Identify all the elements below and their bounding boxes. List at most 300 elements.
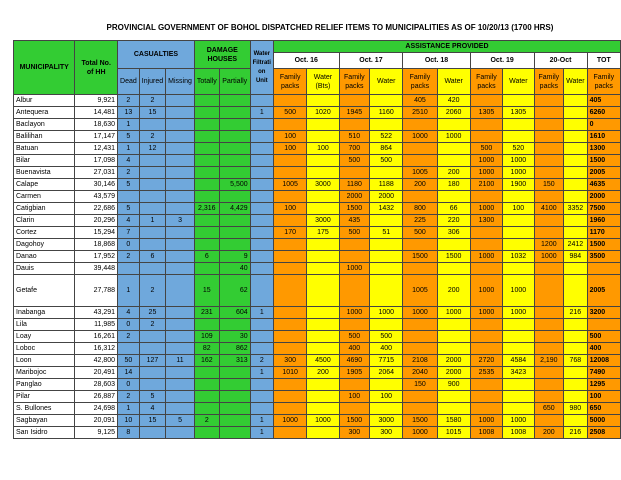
cell-w17[interactable]: 1432 (370, 203, 403, 215)
cell-w18[interactable] (437, 263, 470, 275)
cell-f16[interactable] (273, 275, 306, 307)
cell-f18[interactable]: 200 (403, 179, 437, 191)
cell-m[interactable]: Buenavista (14, 167, 75, 179)
cell-d[interactable]: 2 (118, 167, 140, 179)
cell-t[interactable]: 82 (194, 343, 219, 355)
cell-f17[interactable]: 1945 (339, 107, 370, 119)
cell-f18[interactable] (403, 239, 437, 251)
cell-i[interactable] (139, 203, 165, 215)
cell-wf[interactable]: 1 (250, 415, 273, 427)
cell-w17[interactable]: 500 (370, 155, 403, 167)
cell-w18[interactable]: 200 (437, 275, 470, 307)
cell-f18[interactable] (403, 155, 437, 167)
cell-wf[interactable] (250, 119, 273, 131)
cell-p[interactable] (219, 227, 250, 239)
cell-wf[interactable] (250, 191, 273, 203)
cell-w19[interactable] (503, 263, 534, 275)
cell-mi[interactable] (166, 391, 195, 403)
cell-w20[interactable] (564, 215, 587, 227)
cell-i[interactable] (139, 119, 165, 131)
cell-f20[interactable] (534, 143, 564, 155)
cell-i[interactable]: 5 (139, 391, 165, 403)
cell-tot[interactable]: 2005 (587, 167, 620, 179)
cell-d[interactable]: 14 (118, 367, 140, 379)
cell-t[interactable] (194, 403, 219, 415)
cell-hh[interactable]: 9,921 (75, 95, 118, 107)
cell-w19[interactable]: 1000 (503, 415, 534, 427)
cell-wf[interactable]: 1 (250, 107, 273, 119)
cell-w17[interactable]: 864 (370, 143, 403, 155)
cell-w18[interactable]: 420 (437, 95, 470, 107)
cell-f19[interactable]: 1000 (470, 203, 502, 215)
cell-f19[interactable] (470, 263, 502, 275)
cell-w20[interactable] (564, 263, 587, 275)
cell-f18[interactable] (403, 331, 437, 343)
cell-w18[interactable] (437, 143, 470, 155)
cell-w16[interactable]: 3000 (307, 215, 339, 227)
cell-f16[interactable] (273, 167, 306, 179)
cell-tot[interactable]: 500 (587, 331, 620, 343)
cell-w17[interactable] (370, 167, 403, 179)
cell-w19[interactable]: 1000 (503, 167, 534, 179)
cell-tot[interactable]: 7490 (587, 367, 620, 379)
cell-f20[interactable]: 650 (534, 403, 564, 415)
cell-f18[interactable]: 2510 (403, 107, 437, 119)
cell-f16[interactable]: 300 (273, 355, 306, 367)
cell-w16[interactable] (307, 167, 339, 179)
cell-t[interactable]: 109 (194, 331, 219, 343)
cell-f16[interactable] (273, 391, 306, 403)
cell-w20[interactable] (564, 415, 587, 427)
cell-m[interactable]: Danao (14, 251, 75, 263)
cell-w16[interactable] (307, 155, 339, 167)
cell-w16[interactable] (307, 343, 339, 355)
cell-f18[interactable]: 1500 (403, 251, 437, 263)
cell-tot[interactable]: 3500 (587, 251, 620, 263)
cell-f16[interactable]: 100 (273, 131, 306, 143)
cell-d[interactable]: 13 (118, 107, 140, 119)
cell-d[interactable]: 2 (118, 95, 140, 107)
cell-f18[interactable] (403, 343, 437, 355)
cell-d[interactable]: 10 (118, 415, 140, 427)
cell-f18[interactable] (403, 403, 437, 415)
cell-p[interactable] (219, 427, 250, 439)
cell-d[interactable]: 1 (118, 119, 140, 131)
cell-i[interactable] (139, 239, 165, 251)
cell-d[interactable]: 0 (118, 319, 140, 331)
cell-f18[interactable]: 1000 (403, 307, 437, 319)
cell-f19[interactable] (470, 191, 502, 203)
cell-f18[interactable] (403, 119, 437, 131)
cell-f20[interactable] (534, 415, 564, 427)
cell-i[interactable] (139, 179, 165, 191)
cell-d[interactable] (118, 343, 140, 355)
cell-wf[interactable] (250, 179, 273, 191)
cell-f20[interactable]: 1200 (534, 239, 564, 251)
cell-i[interactable]: 2 (139, 131, 165, 143)
cell-hh[interactable]: 18,630 (75, 119, 118, 131)
cell-hh[interactable]: 43,579 (75, 191, 118, 203)
cell-f17[interactable] (339, 275, 370, 307)
cell-m[interactable]: Calape (14, 179, 75, 191)
cell-hh[interactable]: 43,291 (75, 307, 118, 319)
cell-f20[interactable] (534, 155, 564, 167)
cell-w19[interactable]: 1900 (503, 179, 534, 191)
cell-w17[interactable]: 51 (370, 227, 403, 239)
cell-w17[interactable]: 500 (370, 331, 403, 343)
cell-w16[interactable] (307, 275, 339, 307)
cell-hh[interactable]: 20,296 (75, 215, 118, 227)
cell-f17[interactable]: 435 (339, 215, 370, 227)
cell-f19[interactable]: 500 (470, 143, 502, 155)
cell-w16[interactable]: 1000 (307, 415, 339, 427)
cell-f16[interactable] (273, 119, 306, 131)
cell-w18[interactable] (437, 391, 470, 403)
cell-w17[interactable]: 7715 (370, 355, 403, 367)
cell-mi[interactable] (166, 95, 195, 107)
cell-w16[interactable] (307, 95, 339, 107)
cell-w16[interactable]: 4500 (307, 355, 339, 367)
cell-d[interactable]: 1 (118, 143, 140, 155)
cell-p[interactable]: 5,500 (219, 179, 250, 191)
cell-d[interactable]: 50 (118, 355, 140, 367)
cell-w16[interactable] (307, 203, 339, 215)
cell-p[interactable]: 9 (219, 251, 250, 263)
cell-hh[interactable]: 24,698 (75, 403, 118, 415)
cell-f16[interactable] (273, 343, 306, 355)
cell-tot[interactable]: 0 (587, 119, 620, 131)
cell-f20[interactable] (534, 167, 564, 179)
cell-m[interactable]: Getafe (14, 275, 75, 307)
cell-f19[interactable] (470, 391, 502, 403)
cell-hh[interactable]: 15,294 (75, 227, 118, 239)
cell-d[interactable]: 4 (118, 307, 140, 319)
cell-i[interactable]: 25 (139, 307, 165, 319)
cell-f16[interactable] (273, 403, 306, 415)
cell-mi[interactable] (166, 427, 195, 439)
cell-w16[interactable] (307, 331, 339, 343)
cell-w18[interactable]: 180 (437, 179, 470, 191)
cell-w18[interactable]: 900 (437, 379, 470, 391)
cell-w17[interactable] (370, 239, 403, 251)
cell-w19[interactable]: 100 (503, 203, 534, 215)
cell-m[interactable]: Loay (14, 331, 75, 343)
cell-hh[interactable]: 27,031 (75, 167, 118, 179)
cell-i[interactable] (139, 191, 165, 203)
cell-f20[interactable] (534, 379, 564, 391)
cell-tot[interactable]: 400 (587, 343, 620, 355)
cell-f17[interactable]: 1500 (339, 203, 370, 215)
cell-f20[interactable] (534, 391, 564, 403)
cell-tot[interactable]: 5000 (587, 415, 620, 427)
cell-w18[interactable]: 200 (437, 167, 470, 179)
cell-m[interactable]: Panglao (14, 379, 75, 391)
cell-w17[interactable] (370, 403, 403, 415)
cell-t[interactable] (194, 143, 219, 155)
cell-w20[interactable] (564, 107, 587, 119)
cell-mi[interactable] (166, 275, 195, 307)
cell-hh[interactable]: 18,868 (75, 239, 118, 251)
cell-d[interactable]: 5 (118, 203, 140, 215)
cell-w17[interactable]: 3000 (370, 415, 403, 427)
cell-mi[interactable] (166, 227, 195, 239)
cell-w18[interactable]: 2000 (437, 355, 470, 367)
cell-i[interactable] (139, 167, 165, 179)
cell-f20[interactable] (534, 227, 564, 239)
cell-tot[interactable]: 4635 (587, 179, 620, 191)
cell-w20[interactable] (564, 331, 587, 343)
cell-w18[interactable]: 1500 (437, 251, 470, 263)
cell-w20[interactable]: 980 (564, 403, 587, 415)
cell-w20[interactable]: 768 (564, 355, 587, 367)
cell-p[interactable]: 4,429 (219, 203, 250, 215)
cell-wf[interactable] (250, 275, 273, 307)
cell-w20[interactable] (564, 179, 587, 191)
cell-w16[interactable] (307, 391, 339, 403)
cell-p[interactable] (219, 155, 250, 167)
cell-t[interactable]: 2,316 (194, 203, 219, 215)
cell-m[interactable]: Maribojoc (14, 367, 75, 379)
cell-f19[interactable] (470, 331, 502, 343)
cell-f16[interactable]: 1010 (273, 367, 306, 379)
cell-t[interactable] (194, 227, 219, 239)
cell-f18[interactable] (403, 191, 437, 203)
cell-f16[interactable]: 100 (273, 203, 306, 215)
cell-i[interactable]: 2 (139, 275, 165, 307)
cell-m[interactable]: Balilihan (14, 131, 75, 143)
cell-f18[interactable] (403, 319, 437, 331)
cell-w20[interactable] (564, 155, 587, 167)
cell-f16[interactable] (273, 319, 306, 331)
cell-w16[interactable] (307, 119, 339, 131)
cell-f18[interactable]: 1500 (403, 415, 437, 427)
cell-w20[interactable] (564, 379, 587, 391)
cell-t[interactable] (194, 167, 219, 179)
cell-f17[interactable]: 2000 (339, 191, 370, 203)
cell-f19[interactable] (470, 227, 502, 239)
cell-f16[interactable]: 1000 (273, 415, 306, 427)
cell-wf[interactable] (250, 167, 273, 179)
cell-f16[interactable] (273, 307, 306, 319)
cell-tot[interactable]: 1500 (587, 239, 620, 251)
cell-w19[interactable] (503, 227, 534, 239)
cell-w19[interactable] (503, 319, 534, 331)
cell-f17[interactable]: 400 (339, 343, 370, 355)
cell-f18[interactable] (403, 263, 437, 275)
cell-t[interactable] (194, 239, 219, 251)
cell-w19[interactable]: 1008 (503, 427, 534, 439)
cell-w18[interactable]: 1000 (437, 307, 470, 319)
cell-t[interactable]: 231 (194, 307, 219, 319)
cell-tot[interactable]: 1960 (587, 215, 620, 227)
cell-t[interactable] (194, 131, 219, 143)
cell-w20[interactable] (564, 143, 587, 155)
cell-mi[interactable] (166, 343, 195, 355)
cell-i[interactable]: 15 (139, 107, 165, 119)
cell-hh[interactable]: 17,098 (75, 155, 118, 167)
cell-p[interactable] (219, 403, 250, 415)
cell-hh[interactable]: 17,147 (75, 131, 118, 143)
cell-f18[interactable]: 2108 (403, 355, 437, 367)
cell-mi[interactable] (166, 239, 195, 251)
cell-f19[interactable] (470, 239, 502, 251)
cell-wf[interactable]: 1 (250, 427, 273, 439)
cell-tot[interactable]: 1300 (587, 143, 620, 155)
cell-i[interactable] (139, 331, 165, 343)
cell-f20[interactable] (534, 367, 564, 379)
cell-wf[interactable] (250, 403, 273, 415)
cell-w19[interactable] (503, 379, 534, 391)
cell-w19[interactable] (503, 191, 534, 203)
cell-w19[interactable]: 1000 (503, 307, 534, 319)
cell-mi[interactable] (166, 307, 195, 319)
cell-d[interactable]: 1 (118, 403, 140, 415)
cell-mi[interactable] (166, 131, 195, 143)
cell-wf[interactable] (250, 143, 273, 155)
cell-i[interactable] (139, 155, 165, 167)
cell-w16[interactable] (307, 191, 339, 203)
cell-d[interactable]: 8 (118, 427, 140, 439)
cell-p[interactable] (219, 215, 250, 227)
cell-m[interactable]: Antequera (14, 107, 75, 119)
cell-f17[interactable] (339, 167, 370, 179)
cell-m[interactable]: Lila (14, 319, 75, 331)
cell-f18[interactable]: 150 (403, 379, 437, 391)
cell-f17[interactable]: 1500 (339, 415, 370, 427)
cell-w19[interactable] (503, 215, 534, 227)
cell-f19[interactable] (470, 119, 502, 131)
cell-f18[interactable] (403, 391, 437, 403)
cell-t[interactable] (194, 367, 219, 379)
cell-d[interactable]: 1 (118, 275, 140, 307)
cell-f17[interactable] (339, 239, 370, 251)
cell-f19[interactable] (470, 379, 502, 391)
cell-w19[interactable] (503, 95, 534, 107)
cell-hh[interactable]: 39,448 (75, 263, 118, 275)
cell-p[interactable] (219, 367, 250, 379)
cell-f16[interactable] (273, 427, 306, 439)
cell-w17[interactable]: 1188 (370, 179, 403, 191)
cell-f20[interactable]: 2,190 (534, 355, 564, 367)
cell-wf[interactable] (250, 203, 273, 215)
cell-hh[interactable]: 17,952 (75, 251, 118, 263)
cell-m[interactable]: Dauis (14, 263, 75, 275)
cell-d[interactable] (118, 191, 140, 203)
cell-w16[interactable] (307, 379, 339, 391)
cell-p[interactable]: 862 (219, 343, 250, 355)
cell-w17[interactable] (370, 215, 403, 227)
cell-p[interactable] (219, 131, 250, 143)
cell-hh[interactable]: 20,491 (75, 367, 118, 379)
cell-w16[interactable]: 100 (307, 143, 339, 155)
cell-w18[interactable]: 1580 (437, 415, 470, 427)
cell-f20[interactable] (534, 119, 564, 131)
cell-wf[interactable]: 1 (250, 307, 273, 319)
cell-mi[interactable] (166, 107, 195, 119)
cell-w18[interactable] (437, 331, 470, 343)
cell-mi[interactable] (166, 263, 195, 275)
cell-hh[interactable]: 11,985 (75, 319, 118, 331)
cell-w18[interactable]: 1015 (437, 427, 470, 439)
cell-f17[interactable]: 700 (339, 143, 370, 155)
cell-t[interactable] (194, 391, 219, 403)
cell-m[interactable]: San Isidro (14, 427, 75, 439)
cell-f17[interactable]: 4690 (339, 355, 370, 367)
cell-w18[interactable] (437, 155, 470, 167)
cell-p[interactable]: 604 (219, 307, 250, 319)
cell-p[interactable] (219, 379, 250, 391)
cell-w18[interactable]: 2000 (437, 367, 470, 379)
cell-w17[interactable]: 2064 (370, 367, 403, 379)
cell-w20[interactable] (564, 343, 587, 355)
cell-f18[interactable]: 1005 (403, 167, 437, 179)
cell-m[interactable]: Loon (14, 355, 75, 367)
cell-w20[interactable] (564, 275, 587, 307)
cell-d[interactable]: 2 (118, 331, 140, 343)
cell-t[interactable] (194, 191, 219, 203)
cell-w18[interactable] (437, 239, 470, 251)
cell-f19[interactable]: 1000 (470, 167, 502, 179)
cell-wf[interactable] (250, 263, 273, 275)
cell-tot[interactable] (587, 319, 620, 331)
cell-w17[interactable]: 522 (370, 131, 403, 143)
cell-wf[interactable]: 2 (250, 355, 273, 367)
cell-w17[interactable] (370, 319, 403, 331)
cell-f19[interactable]: 1000 (470, 275, 502, 307)
cell-f20[interactable] (534, 263, 564, 275)
cell-f19[interactable]: 1000 (470, 155, 502, 167)
cell-wf[interactable] (250, 227, 273, 239)
cell-w19[interactable] (503, 331, 534, 343)
cell-w18[interactable] (437, 119, 470, 131)
cell-p[interactable] (219, 191, 250, 203)
cell-tot[interactable]: 6260 (587, 107, 620, 119)
cell-w19[interactable] (503, 391, 534, 403)
cell-f20[interactable]: 200 (534, 427, 564, 439)
cell-w19[interactable]: 4584 (503, 355, 534, 367)
cell-i[interactable]: 4 (139, 403, 165, 415)
cell-tot[interactable]: 650 (587, 403, 620, 415)
cell-f16[interactable] (273, 95, 306, 107)
cell-w16[interactable] (307, 239, 339, 251)
cell-f19[interactable]: 1000 (470, 251, 502, 263)
cell-wf[interactable] (250, 155, 273, 167)
cell-t[interactable] (194, 95, 219, 107)
cell-p[interactable] (219, 95, 250, 107)
cell-f17[interactable] (339, 319, 370, 331)
cell-f19[interactable]: 1305 (470, 107, 502, 119)
cell-w18[interactable]: 1000 (437, 131, 470, 143)
cell-w17[interactable] (370, 379, 403, 391)
cell-w16[interactable]: 1020 (307, 107, 339, 119)
cell-f18[interactable] (403, 143, 437, 155)
cell-w20[interactable]: 3352 (564, 203, 587, 215)
cell-hh[interactable]: 9,125 (75, 427, 118, 439)
cell-w19[interactable]: 1000 (503, 275, 534, 307)
cell-f18[interactable]: 1005 (403, 275, 437, 307)
cell-f20[interactable] (534, 191, 564, 203)
cell-f20[interactable]: 150 (534, 179, 564, 191)
cell-wf[interactable] (250, 251, 273, 263)
cell-tot[interactable]: 2005 (587, 275, 620, 307)
cell-t[interactable] (194, 107, 219, 119)
cell-mi[interactable]: 11 (166, 355, 195, 367)
cell-f20[interactable] (534, 307, 564, 319)
cell-f16[interactable] (273, 215, 306, 227)
cell-w19[interactable]: 520 (503, 143, 534, 155)
cell-w20[interactable] (564, 131, 587, 143)
cell-f18[interactable]: 225 (403, 215, 437, 227)
